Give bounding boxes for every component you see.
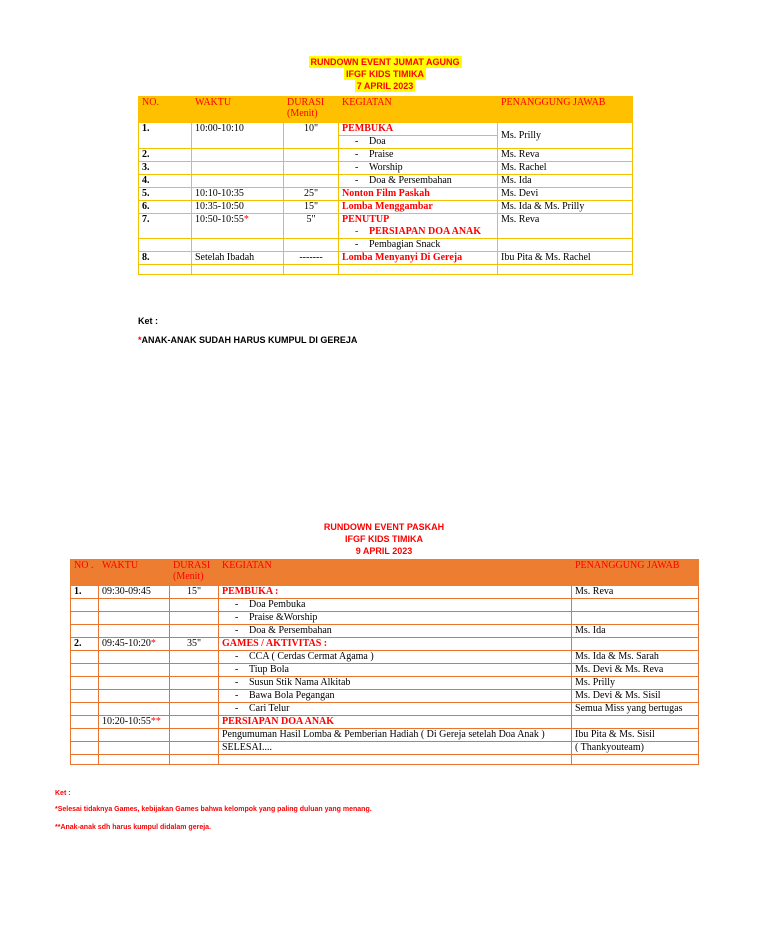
- cell-waktu: [192, 149, 284, 162]
- cell-pj: Ms. Devi & Ms. Reva: [572, 664, 699, 677]
- cell-kegiatan: GAMES / AKTIVITAS :: [219, 638, 572, 651]
- cell-kegiatan: Nonton Film Paskah: [339, 188, 498, 201]
- header-penanggung-jawab: PENANGGUNG JAWAB: [572, 560, 699, 586]
- cell-waktu: 10:10-10:35: [192, 188, 284, 201]
- cell-waktu: 09:45-10:20*: [99, 638, 170, 651]
- table-header-row: [139, 97, 633, 123]
- cell-pj: Ms. Ida: [498, 175, 633, 188]
- event2-title-line1: RUNDOWN EVENT PASKAH: [323, 522, 445, 532]
- cell-pj: Ms. Prilly: [572, 677, 699, 690]
- cell-durasi: [284, 175, 339, 188]
- cell-pj: [498, 239, 633, 252]
- table-row: [71, 690, 699, 703]
- cell-pj: Ms. Ida: [572, 625, 699, 638]
- table-row: [139, 162, 633, 175]
- cell-kegiatan: - Doa & Persembahan: [219, 625, 572, 638]
- table-row: [71, 729, 699, 742]
- cell-kegiatan: SELESAI....: [219, 742, 572, 755]
- cell-no: 6.: [139, 201, 192, 214]
- cell-pj: Ms. Reva: [498, 149, 633, 162]
- cell-pj: ( Thankyouteam): [572, 742, 699, 755]
- table-row: [139, 188, 633, 201]
- cell-waktu: Setelah Ibadah: [192, 252, 284, 265]
- cell-no: 1.: [139, 123, 192, 149]
- cell-kegiatan: Pengumuman Hasil Lomba & Pemberian Hadiah ( Di Gereja setelah Doa Anak ): [219, 729, 572, 742]
- cell-kegiatan: PEMBUKA :: [219, 586, 572, 599]
- table-row: [139, 201, 633, 214]
- cell-kegiatan: Lomba Menggambar: [339, 201, 498, 214]
- cell-kegiatan: - Praise &Worship: [219, 612, 572, 625]
- cell-kegiatan: PENUTUP: [339, 214, 498, 227]
- header-kegiatan: KEGIATAN: [219, 560, 572, 586]
- table-row: [71, 586, 699, 599]
- cell-pj: Ms. Ida & Ms. Sarah: [572, 651, 699, 664]
- cell-kegiatan: - Doa & Persembahan: [339, 175, 498, 188]
- cell-waktu: 10:35-10:50: [192, 201, 284, 214]
- table-row: [71, 651, 699, 664]
- cell-waktu: [192, 175, 284, 188]
- cell-waktu: 09:30-09:45: [99, 586, 170, 599]
- table-row: [139, 252, 633, 265]
- event2-title-line2: IFGF KIDS TIMIKA: [345, 534, 423, 544]
- cell-kegiatan: - Cari Telur: [219, 703, 572, 716]
- cell-no: 2.: [139, 149, 192, 162]
- event1-table: [138, 96, 633, 275]
- cell-waktu: [192, 162, 284, 175]
- cell-durasi: 15": [170, 586, 219, 599]
- cell-kegiatan: - CCA ( Cerdas Cermat Agama ): [219, 651, 572, 664]
- cell-kegiatan: - Worship: [339, 162, 498, 175]
- cell-pj: [572, 599, 699, 612]
- table-row: [139, 239, 633, 252]
- cell-durasi: 5": [284, 214, 339, 239]
- cell-pj: Ibu Pita & Ms. Sisil: [572, 729, 699, 742]
- cell-kegiatan: - Doa Pembuka: [219, 599, 572, 612]
- cell-waktu: [192, 239, 284, 252]
- cell-pj: [572, 638, 699, 651]
- cell-kegiatan: - Bawa Bola Pegangan: [219, 690, 572, 703]
- header-no: NO .: [71, 560, 99, 586]
- cell-pj: [572, 612, 699, 625]
- table-header-row: [71, 560, 699, 586]
- header-kegiatan: KEGIATAN: [339, 97, 498, 123]
- cell-kegiatan: - Susun Stik Nama Alkitab: [219, 677, 572, 690]
- header-penanggung-jawab: PENANGGUNG JAWAB: [498, 97, 633, 123]
- header-durasi: DURASI (Menit): [170, 560, 219, 586]
- cell-durasi: [284, 149, 339, 162]
- cell-no: [139, 239, 192, 252]
- event1-title-line3: 7 APRIL 2023: [356, 81, 414, 91]
- cell-pj: Ibu Pita & Ms. Rachel: [498, 252, 633, 265]
- event1-title-line2: IFGF KIDS TIMIKA: [346, 69, 424, 79]
- cell-kegiatan: - Pembagian Snack: [339, 239, 498, 252]
- cell-kegiatan: Lomba Menyanyi Di Gereja: [339, 252, 498, 265]
- table-row: [71, 625, 699, 638]
- cell-pj: Ms. Reva: [498, 214, 633, 239]
- table-row: [71, 638, 699, 651]
- cell-no: 7.: [139, 214, 192, 239]
- table-row: [71, 703, 699, 716]
- cell-durasi: [284, 239, 339, 252]
- cell-kegiatan: PEMBUKA: [339, 123, 498, 136]
- table-row: [139, 265, 633, 275]
- cell-waktu: 10:20-10:55**: [99, 716, 170, 729]
- cell-pj: Ms. Devi & Ms. Sisil: [572, 690, 699, 703]
- cell-kegiatan: - Praise: [339, 149, 498, 162]
- table-row: [139, 149, 633, 162]
- cell-kegiatan: - Tiup Bola: [219, 664, 572, 677]
- cell-no: 4.: [139, 175, 192, 188]
- cell-pj: Ms. Ida & Ms. Prilly: [498, 201, 633, 214]
- cell-pj: Ms. Prilly: [498, 123, 633, 149]
- table-row: [71, 742, 699, 755]
- event2-note-2: **Anak-anak sdh harus kumpul didalam gereja.: [55, 824, 211, 831]
- event1-note: *ANAK-ANAK SUDAH HARUS KUMPUL DI GEREJA: [138, 335, 358, 345]
- event2-table: [70, 559, 699, 765]
- cell-no: 1.: [71, 586, 99, 599]
- table-row: [71, 664, 699, 677]
- table-row: [71, 599, 699, 612]
- cell-durasi: 10": [284, 123, 339, 149]
- event2-title: [70, 521, 698, 557]
- header-no: NO.: [139, 97, 192, 123]
- cell-durasi: 35": [170, 638, 219, 651]
- event2-note-1: *Selesai tidaknya Games, kebijakan Games bahwa kelompok yang paling duluan yang menang.: [55, 806, 372, 813]
- cell-kegiatan: - PERSIAPAN DOA ANAK: [339, 226, 498, 239]
- table-row: [139, 214, 633, 227]
- cell-pj: Ms. Rachel: [498, 162, 633, 175]
- cell-no: 3.: [139, 162, 192, 175]
- cell-pj: Ms. Reva: [572, 586, 699, 599]
- cell-waktu: 10:00-10:10: [192, 123, 284, 149]
- cell-durasi: [284, 162, 339, 175]
- event1-title: [138, 56, 632, 92]
- table-row: [71, 612, 699, 625]
- cell-waktu: 10:50-10:55*: [192, 214, 284, 239]
- header-waktu: WAKTU: [99, 560, 170, 586]
- table-row: [71, 755, 699, 765]
- cell-no: 8.: [139, 252, 192, 265]
- cell-durasi: -------: [284, 252, 339, 265]
- cell-pj: Ms. Devi: [498, 188, 633, 201]
- cell-pj: Semua Miss yang bertugas: [572, 703, 699, 716]
- table-row: [139, 175, 633, 188]
- header-waktu: WAKTU: [192, 97, 284, 123]
- cell-durasi: 25": [284, 188, 339, 201]
- table-row: [71, 716, 699, 729]
- cell-no: 5.: [139, 188, 192, 201]
- cell-durasi: 15": [284, 201, 339, 214]
- cell-kegiatan: PERSIAPAN DOA ANAK: [219, 716, 572, 729]
- header-durasi: DURASI (Menit): [284, 97, 339, 123]
- event2-title-line3: 9 APRIL 2023: [355, 546, 413, 556]
- cell-kegiatan: - Doa: [339, 136, 498, 149]
- table-row: [71, 677, 699, 690]
- table-row: [139, 123, 633, 136]
- cell-no: 2.: [71, 638, 99, 651]
- event1-note-label: Ket :: [138, 316, 158, 326]
- event1-title-line1: RUNDOWN EVENT JUMAT AGUNG: [310, 57, 460, 67]
- event2-note-label: Ket :: [55, 790, 71, 797]
- cell-pj: [572, 716, 699, 729]
